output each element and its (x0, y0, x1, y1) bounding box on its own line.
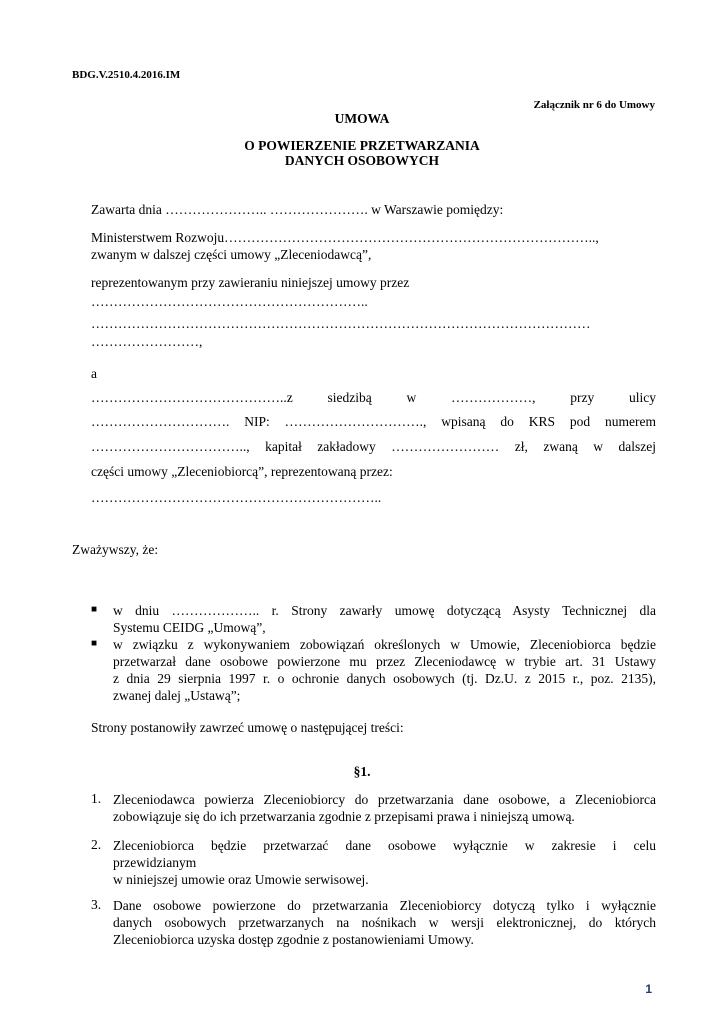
section-1-item-1-line-2: zobowiązuje się do ich przetwarzania zgodnie z przepisami prawa i niniejszą umową. (113, 809, 575, 824)
document-subtitle-line2: DANYCH OSOBOWYCH (284, 153, 440, 168)
whereas-item-1-line-2: Systemu CEIDG „Umową”, (113, 620, 266, 635)
bullet-icon: ■ (91, 604, 98, 615)
whereas-item-2-line-4: zwanej dalej „Ustawą”; (113, 688, 241, 703)
section-1-item-3-line-3: Zleceniobiorca uzyska dostęp zgodnie z postanowieniami Umowy. (113, 932, 474, 947)
representative-dots-3: ……………………, (91, 334, 203, 349)
representative-dots-1: …………………………………………………….. (91, 294, 368, 309)
whereas-heading: Zważywszy, że: (72, 542, 159, 557)
contractor-line-2: …………………………. NIP: …………………………., wpisaną do KRS pod numerem (91, 414, 656, 429)
page-number: 1 (645, 982, 652, 996)
contractor-representative-dots: ……………………………………………………….. (91, 490, 382, 505)
agreement-intro: Strony postanowiły zawrzeć umowę o następującej treści: (91, 720, 404, 735)
ministry-called-line: zwanym w dalszej części umowy „Zleceniodawcą”, (91, 247, 372, 262)
whereas-item-2-line-3: z dnia 29 sierpnia 1997 r. o ochronie danych osobowych (tj. Dz.U. z 2015 r., poz. 2135), (113, 671, 656, 686)
concluded-line: Zawarta dnia ………………….. …………………. w Warszawie pomiędzy: (91, 202, 504, 217)
whereas-item-2-line-1: w związku z wykonywaniem zobowiązań określonych w Umowie, Zleceniobiorca będzie (113, 637, 656, 652)
whereas-item-1-line-1: w dniu ……………….. r. Strony zawarły umowę dotyczącą Asysty Technicznej dla (113, 603, 656, 618)
document-subtitle-line1: O POWIERZENIE PRZETWARZANIA (244, 138, 480, 153)
section-1-item-3-line-2: danych osobowych przetwarzanych na nośnikach w wersji elektronicznej, do których (113, 915, 656, 930)
item-number: 2. (91, 837, 102, 852)
represented-by-line: reprezentowanym przy zawieraniu niniejszej umowy przez (91, 275, 410, 290)
bullet-icon: ■ (91, 638, 98, 649)
section-1-item-2-line-2: przewidzianym (113, 855, 197, 870)
contractor-line-1: ……………………………………..z siedzibą w ………………, przy ulicy (91, 390, 656, 405)
and-word: a (91, 366, 97, 381)
item-number: 3. (91, 897, 102, 912)
section-1-item-3-line-1: Dane osobowe powierzone do przetwarzania Zleceniobiorcy dotyczą tylko i wyłącznie (113, 898, 656, 913)
item-number: 1. (91, 791, 102, 806)
contractor-line-4: części umowy „Zleceniobiorcą”, reprezentowaną przez: (91, 464, 393, 479)
ministry-line: Ministerstwem Rozwoju……………………………………………………………………….., (91, 230, 599, 245)
document-title: UMOWA (334, 111, 390, 126)
whereas-item-2-line-2: przetwarzał dane osobowe powierzone mu przez Zleceniodawcę w trybie art. 31 Ustawy (113, 654, 656, 669)
section-1-heading: §1. (353, 764, 371, 779)
document-reference: BDG.V.2510.4.2016.IM (72, 69, 181, 81)
attachment-label: Załącznik nr 6 do Umowy (533, 99, 655, 111)
representative-dots-2: ………………………………………………………………………………………………… (91, 316, 591, 331)
contractor-line-3: …………………………….., kapitał zakładowy …………………… zł, zwaną w dalszej (91, 439, 656, 454)
section-1-item-2-line-3: w niniejszej umowie oraz Umowie serwisowej. (113, 872, 369, 887)
section-1-item-2-line-1: Zleceniobiorca będzie przetwarzać dane osobowe wyłącznie w zakresie i celu (113, 838, 656, 853)
section-1-item-1-line-1: Zleceniodawca powierza Zleceniobiorcy do przetwarzania dane osobowe, a Zleceniobiorca (113, 792, 656, 807)
